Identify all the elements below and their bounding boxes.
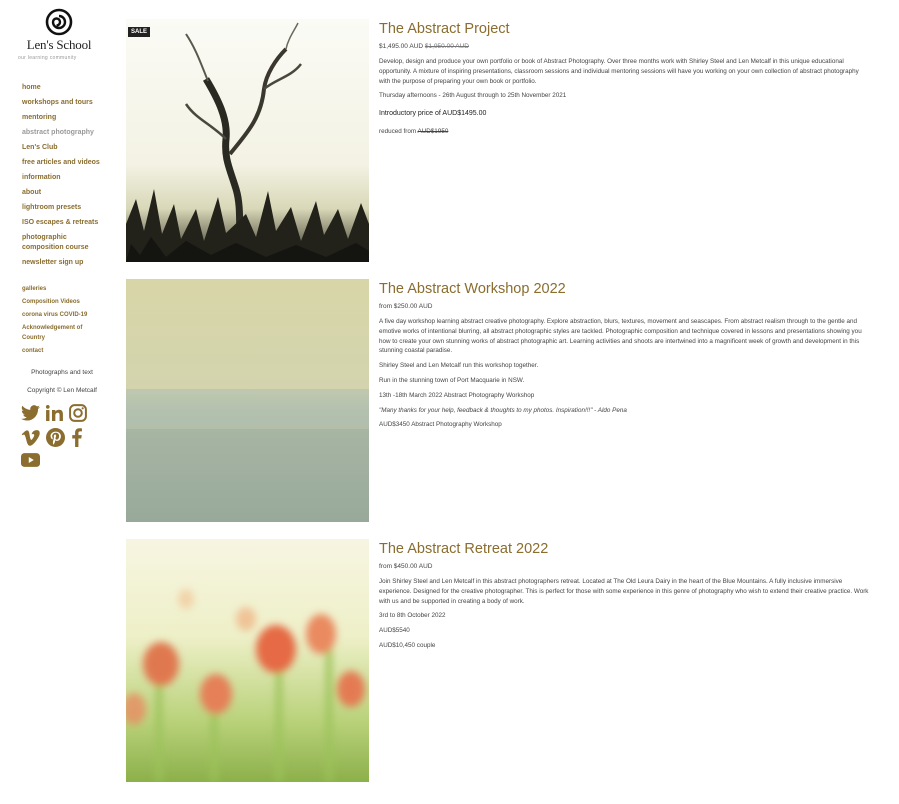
desc-paragraph: Develop, design and produce your own portfolio or book of Abstract Photography. Over three months work with Shirley Steel and Len Metcalf in this unique educational opportunity. A mixture of inspiring presentations, classroom sessions and individual mentoring sessions will have you working on your own collection of abstract photography with the purpose of preparing your own book or portfolio. <box>379 58 859 85</box>
product-description <box>379 57 871 137</box>
photo-credit: Photographs and text <box>31 369 93 376</box>
reduced-label: reduced from <box>379 127 418 135</box>
product-image-seascape[interactable] <box>126 279 369 522</box>
nav-item-home[interactable]: home <box>22 84 41 91</box>
youtube-icon[interactable] <box>21 453 40 467</box>
desc-paragraph: AUD$3450 Abstract Photography Workshop <box>379 421 502 429</box>
desc-paragraph: 13th -18th March 2022 Abstract Photography Workshop <box>379 391 535 399</box>
social-links <box>21 404 101 473</box>
product-info <box>379 279 871 435</box>
nav-item-covid[interactable]: corona virus COVID-19 <box>22 312 88 318</box>
product-price: from $450.00 AUD <box>379 563 433 570</box>
reduced-from <box>379 127 871 137</box>
nav-item-lens-club[interactable]: Len's Club <box>22 144 58 151</box>
product-info <box>379 539 871 656</box>
desc-paragraph: 3rd to 8th October 2022 <box>379 612 446 620</box>
main-nav <box>22 83 114 273</box>
nav-item-acknowledgement[interactable]: Acknowledgement of Country <box>22 325 83 341</box>
seascape-photo <box>126 279 369 522</box>
nav-item-newsletter[interactable]: newsletter sign up <box>22 259 84 266</box>
sale-badge: SALE <box>128 27 150 37</box>
product-card-abstract-project <box>126 19 876 262</box>
desc-paragraph: AUD$5540 <box>379 627 410 635</box>
desc-paragraph: Thursday afternoons - 26th August through to 25th November 2021 <box>379 92 567 100</box>
desc-paragraph: AUD$10,450 couple <box>379 641 436 649</box>
secondary-nav <box>22 284 114 359</box>
desc-paragraph: Shirley Steel and Len Metcalf run this workshop together. <box>379 362 539 370</box>
brand-name: Len's School <box>26 37 92 52</box>
original-price: $1,950.00 AUD <box>424 43 469 50</box>
nav-item-workshops[interactable]: workshops and tours <box>22 99 93 106</box>
desc-paragraph: A five day workshop learning abstract creative photography. Explore abstraction, blurs, textures, movement and seascapes. From abstract realism through to the gentle and emotive works of intentional blurring, all abstract photographic styles are tackled. Photographic composition and technique covered in lessons and presentations showing you how to create your own stunning works of abstract photographic art. Learning activities and shoots are intertwined into a magnificent week of growth and development in this stunning coastal paradise. <box>379 318 862 355</box>
testimonial: "Many thanks for your help, feedback & thoughts to my photos. Inspiration!!!" - Aldo Pena <box>379 406 627 414</box>
nav-item-composition-course[interactable]: photographic composition course <box>22 234 89 251</box>
product-description <box>379 317 871 430</box>
instagram-icon[interactable] <box>69 404 87 422</box>
tree-photo <box>126 19 369 262</box>
linkedin-icon[interactable] <box>46 405 63 421</box>
product-card-abstract-workshop <box>126 279 876 522</box>
twitter-icon[interactable] <box>21 405 40 421</box>
brand-tagline: our learning community <box>18 55 77 61</box>
nav-item-contact[interactable]: contact <box>22 348 44 354</box>
product-price: from $250.00 AUD <box>379 303 433 310</box>
sale-price: $1,495.00 AUD <box>379 43 424 50</box>
intro-price: Introductory price of AUD$1495.00 <box>379 110 487 118</box>
product-title[interactable]: The Abstract Project <box>379 21 510 37</box>
vimeo-icon[interactable] <box>21 430 40 446</box>
desc-paragraph: Join Shirley Steel and Len Metcalf in this abstract photographers retreat. Located at The Old Leura Dairy in the heart of the Blue Mountains. A fully inclusive immersive experience. Designed for the creative photographer. This is perfect for those with some experience in this genre of photography who wish to extend their creative practice. Work with us and be supported in creating a body of work. <box>379 578 869 605</box>
nav-item-galleries[interactable]: galleries <box>22 286 47 292</box>
nav-item-about[interactable]: about <box>22 189 42 196</box>
nav-item-mentoring[interactable]: mentoring <box>22 114 57 121</box>
site-logo[interactable] <box>18 8 100 61</box>
spiral-logo-icon <box>45 8 73 36</box>
product-image-tree[interactable] <box>126 19 369 262</box>
product-info <box>379 19 871 142</box>
nav-item-free-articles[interactable]: free articles and videos <box>22 159 100 166</box>
product-title[interactable]: The Abstract Workshop 2022 <box>379 281 566 297</box>
product-description <box>379 577 871 651</box>
product-price <box>379 43 871 50</box>
nav-item-information[interactable]: information <box>22 174 61 181</box>
nav-item-composition-videos[interactable]: Composition Videos <box>22 299 80 305</box>
sidebar <box>0 0 115 804</box>
pinterest-icon[interactable] <box>46 428 65 447</box>
nav-item-lightroom-presets[interactable]: lightroom presets <box>22 204 82 211</box>
desc-paragraph: Run in the stunning town of Port Macquarie in NSW. <box>379 376 525 384</box>
product-title[interactable]: The Abstract Retreat 2022 <box>379 541 549 557</box>
product-image-tulips[interactable] <box>126 539 369 782</box>
facebook-icon[interactable] <box>71 428 83 447</box>
nav-item-iso-escapes[interactable]: ISO escapes & retreats <box>22 219 99 226</box>
tulips-photo <box>126 539 369 782</box>
product-card-abstract-retreat <box>126 539 876 782</box>
copyright: Copyright © Len Metcalf <box>27 387 97 394</box>
reduced-value: AUD$1950 <box>417 127 449 135</box>
nav-item-abstract-photography[interactable]: abstract photography <box>22 129 94 136</box>
